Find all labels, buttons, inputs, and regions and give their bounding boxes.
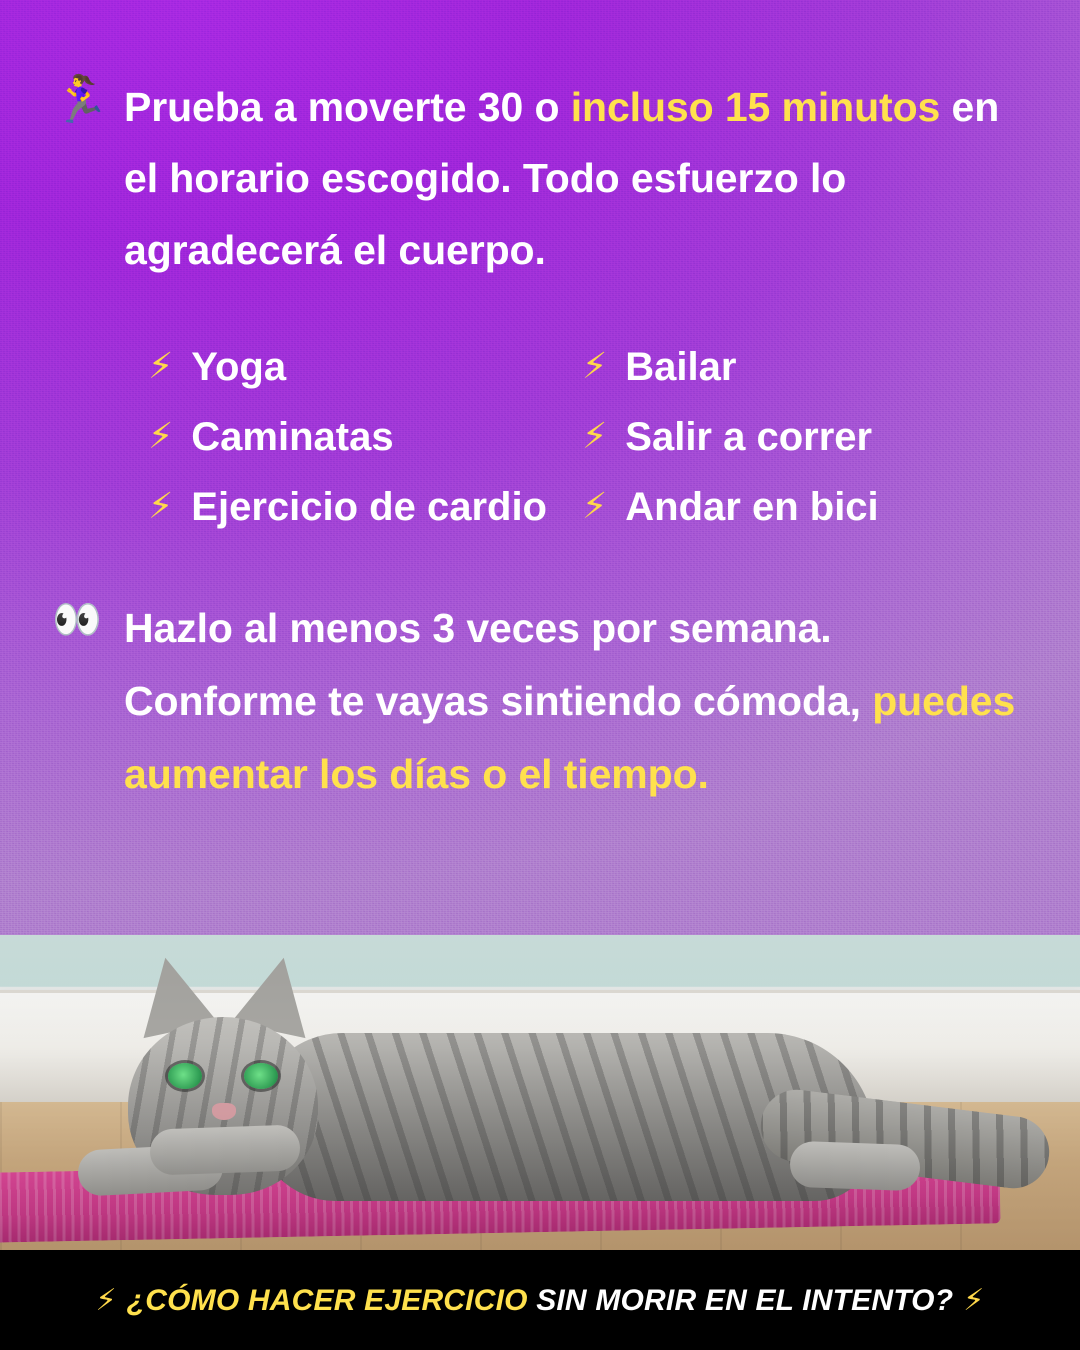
footer-title-yellow: ¿CÓMO HACER EJERCICIO bbox=[126, 1283, 528, 1317]
eyes-icon: 👀 bbox=[52, 596, 102, 643]
cat-illustration bbox=[0, 935, 1080, 1250]
list-item bbox=[148, 344, 582, 390]
activity-label: Salir a correr bbox=[625, 414, 873, 459]
cat-photo bbox=[0, 935, 1080, 1250]
cat-paw-front-upper bbox=[149, 1124, 301, 1175]
bolt-icon: ⚡ bbox=[148, 345, 174, 387]
activity-list bbox=[52, 344, 1028, 530]
bolt-icon-right: ⚡ bbox=[963, 1282, 985, 1318]
list-item bbox=[582, 414, 1002, 460]
frequency-paragraph-row bbox=[52, 592, 1028, 811]
bolt-icon: ⚡ bbox=[582, 345, 608, 387]
list-item bbox=[148, 484, 582, 530]
intro-paragraph bbox=[124, 72, 1028, 286]
activity-column-right bbox=[582, 344, 1002, 530]
bolt-icon: ⚡ bbox=[582, 415, 608, 457]
activity-label: Andar en bici bbox=[625, 484, 879, 529]
intro-text-part1: Prueba a moverte 30 o bbox=[124, 84, 571, 130]
footer-title-white: SIN MORIR EN EL INTENTO? bbox=[527, 1283, 954, 1317]
bolt-icon: ⚡ bbox=[582, 485, 608, 527]
list-item bbox=[148, 414, 582, 460]
list-item bbox=[582, 484, 1002, 530]
running-woman-icon: 🏃‍♀️ bbox=[52, 72, 110, 126]
frequency-text-part1: Hazlo al menos 3 veces por semana. Conforme te vayas sintiendo cómoda, bbox=[124, 604, 873, 724]
cat-eye-left bbox=[168, 1063, 202, 1089]
frequency-paragraph bbox=[124, 592, 1028, 811]
intro-paragraph-row bbox=[52, 72, 1028, 286]
bolt-icon: ⚡ bbox=[148, 485, 174, 527]
list-item bbox=[582, 344, 1002, 390]
bolt-icon-left: ⚡ bbox=[95, 1282, 117, 1318]
activity-label: Caminatas bbox=[191, 414, 394, 459]
cat-nose bbox=[212, 1103, 236, 1120]
cat-paw-rear bbox=[789, 1141, 921, 1192]
footer-title bbox=[85, 1283, 994, 1318]
intro-text-part2: en el horario escogido. Todo esfuerzo lo agradecerá el cuerpo. bbox=[124, 84, 1000, 273]
intro-text-highlight: incluso 15 minutos bbox=[570, 84, 941, 130]
footer-bar bbox=[0, 1250, 1080, 1350]
activity-column-left bbox=[148, 344, 582, 530]
cat-eye-right bbox=[244, 1063, 278, 1089]
activity-label: Bailar bbox=[625, 344, 737, 389]
activity-label: Ejercicio de cardio bbox=[191, 484, 547, 529]
bolt-icon: ⚡ bbox=[148, 415, 174, 457]
activity-label: Yoga bbox=[191, 344, 287, 389]
frequency-text-highlight: puedes aumentar los días o el tiempo. bbox=[124, 677, 1016, 797]
